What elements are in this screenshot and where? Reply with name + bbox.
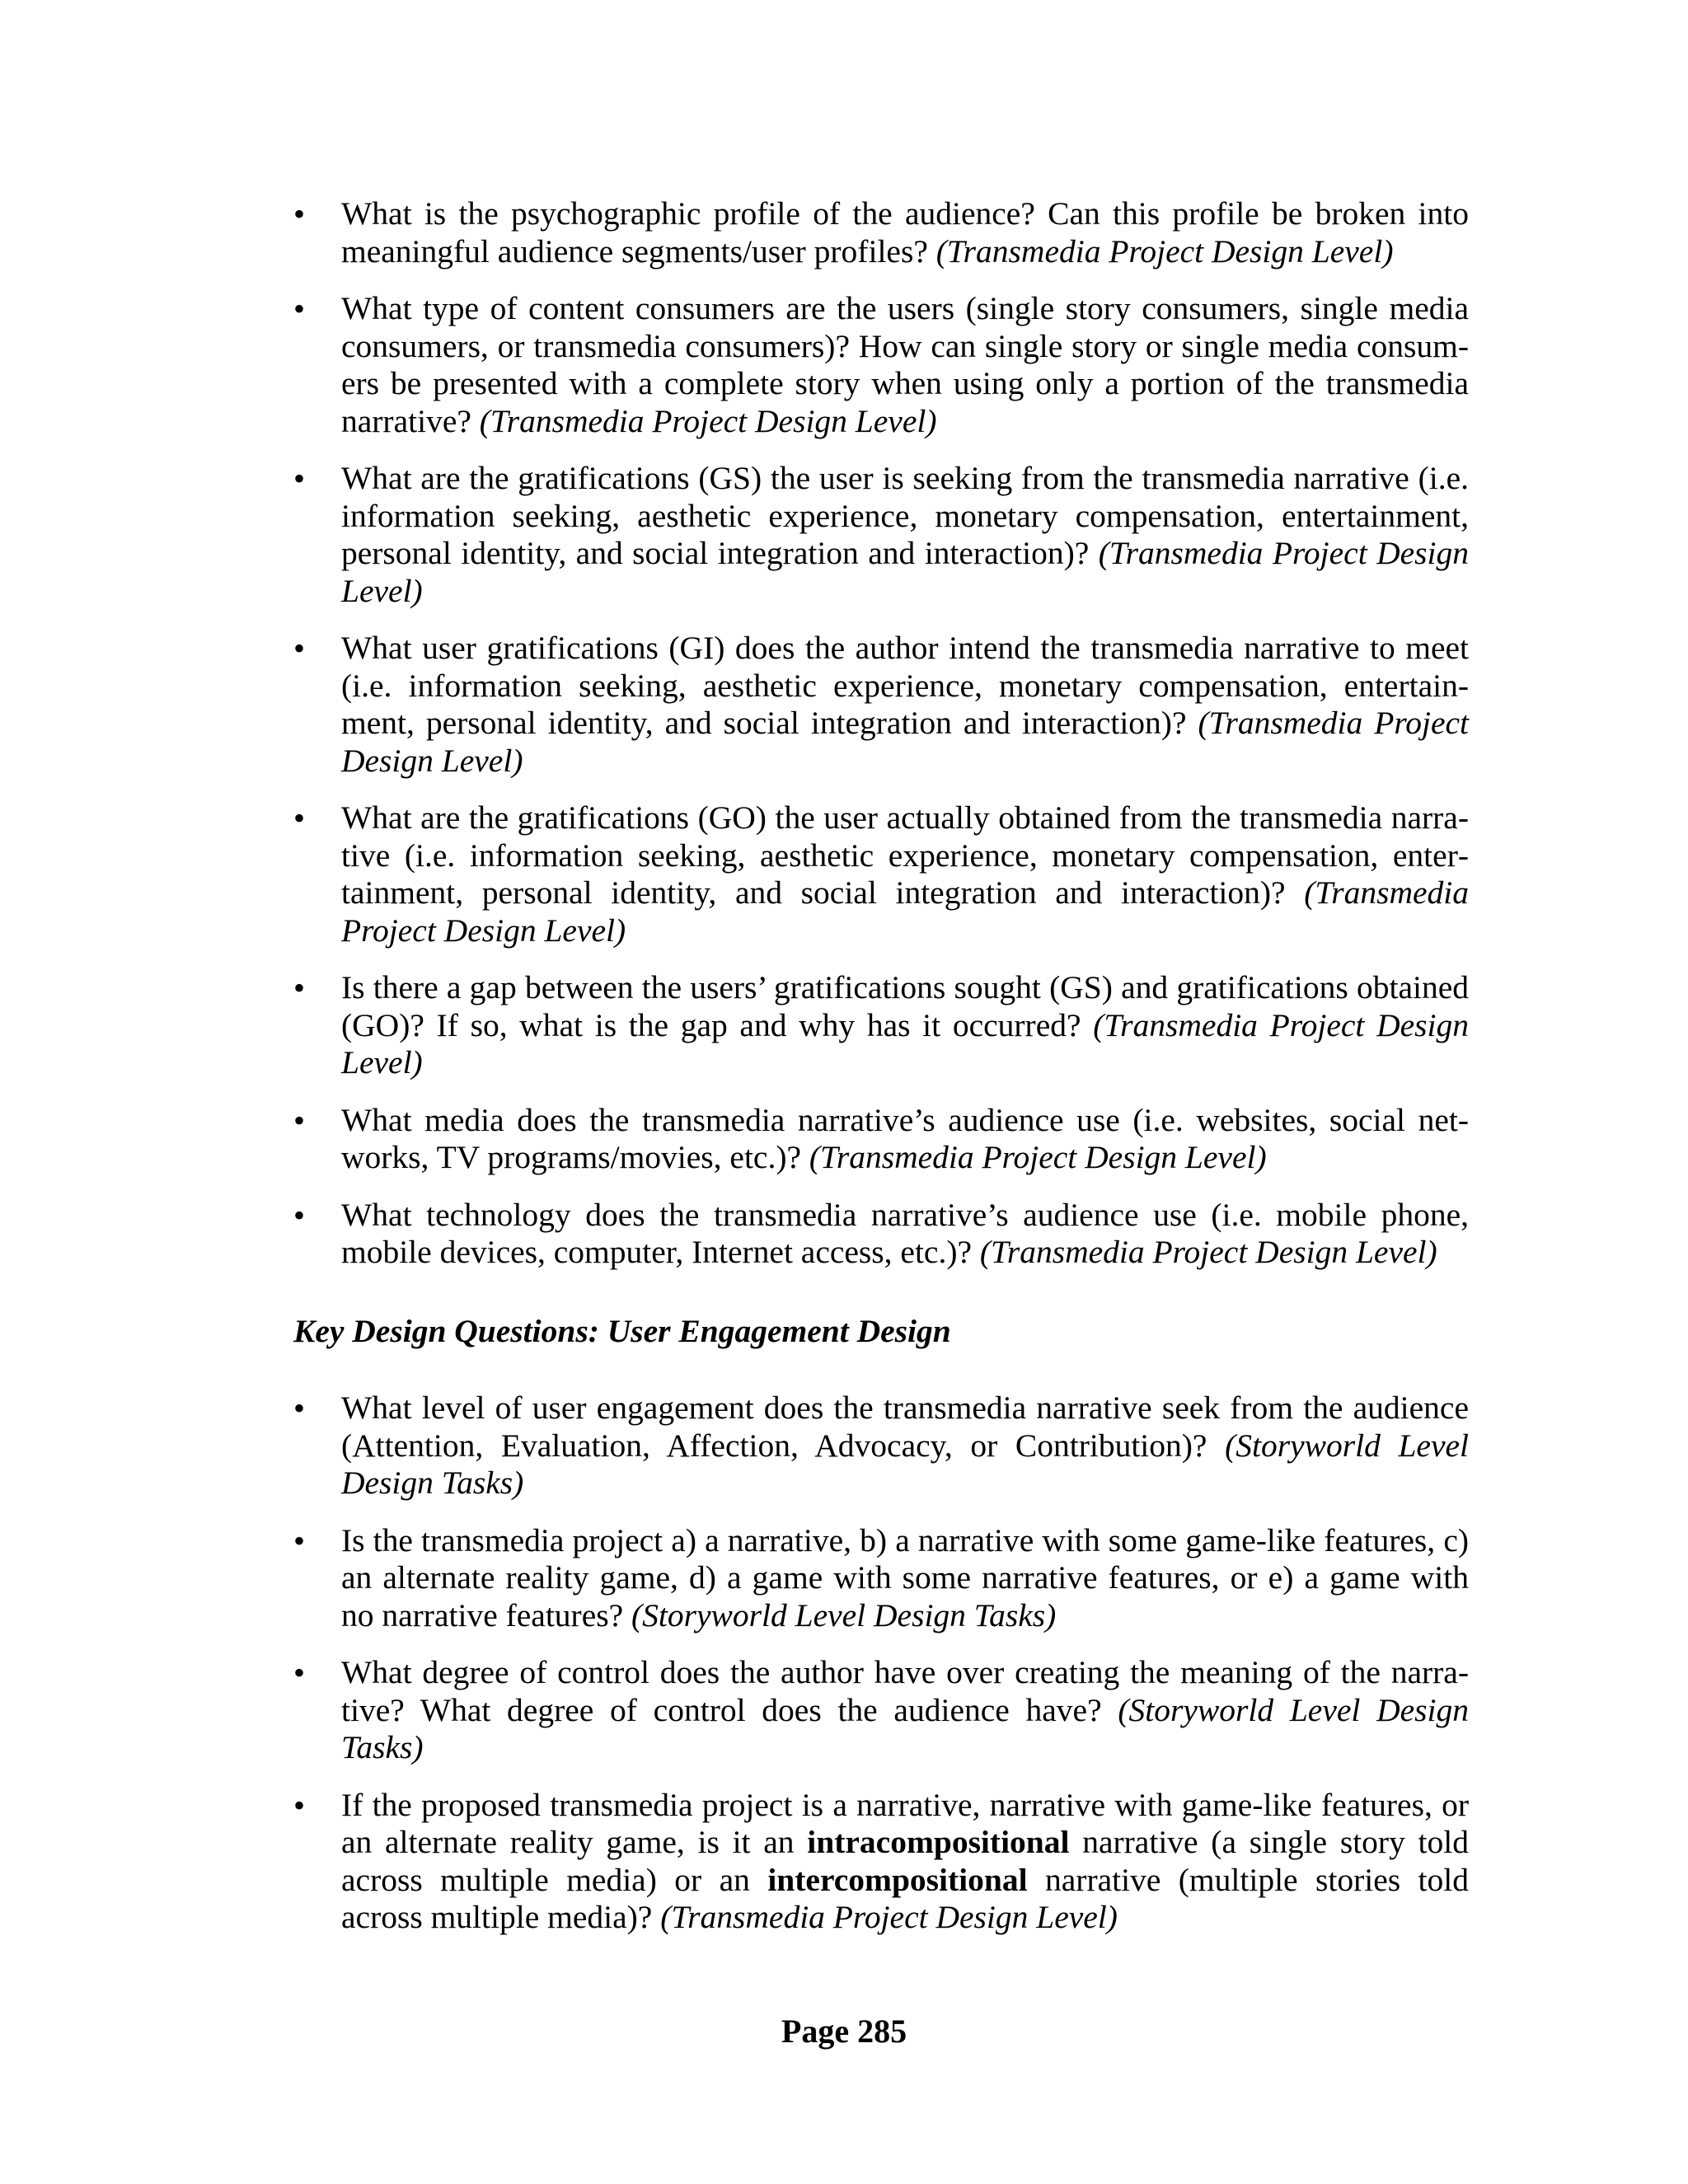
list-item (293, 1787, 1469, 1937)
bullet-icon: • (293, 1786, 306, 1824)
design-level-label: (Transmedia Project Design Level) (660, 1899, 1118, 1935)
bullet-icon: • (293, 1390, 306, 1427)
bullet-icon: • (293, 460, 306, 497)
bullet-icon: • (293, 969, 306, 1006)
design-level-label: (Transmedia Project Design Level) (341, 1006, 1469, 1080)
gratifications-question-list (293, 195, 1469, 1291)
term-intercompositional: intercompositional (767, 1861, 1028, 1898)
list-item (293, 1197, 1469, 1272)
bullet-icon: • (293, 195, 306, 232)
list-item (293, 195, 1469, 270)
list-item (293, 1522, 1469, 1635)
bullet-icon: • (293, 1196, 306, 1234)
question-text: What media does the transmedia narrative’s audience use (i.e. websites, social networks, TV programs/movies, etc.)? (341, 1101, 1469, 1175)
question-text: narrative (multiple stories told across multiple media)? (341, 1861, 1469, 1935)
design-level-label: (Transmedia Project Design Level) (341, 535, 1469, 609)
design-level-label: (Transmedia Project Design Level) (979, 1234, 1437, 1270)
engagement-question-list (293, 1390, 1469, 1957)
question-text: What are the gratifications (GS) the user is seeking from the transmedia narrative (i.e. information seeking, aesthetic experience, monetary compensation, entertainment, personal identity, and social integration and interaction)? (341, 460, 1469, 571)
design-level-label: (Storyworld Level Design Tasks) (631, 1596, 1057, 1633)
list-item (293, 1102, 1469, 1177)
design-level-label: (Transmedia Project Design Level) (341, 874, 1469, 949)
question-text: Is the transmedia project a) a narrative, b) a narrative with some game-like features, c) an alternate reality game, d) a game with some narrative features, or e) a game with no narrative features? (341, 1521, 1469, 1633)
list-item (293, 799, 1469, 949)
question-text: narrative (a single story told across multiple media) or an (341, 1824, 1470, 1898)
design-level-label: (Transmedia Project Design Level) (935, 232, 1394, 269)
question-text: What is the psychographic profile of the audience? Can this profile be broken into meaningful audience segments/user profiles? (341, 195, 1469, 269)
bullet-icon: • (293, 630, 306, 667)
question-text: What level of user engagement does the transmedia narrative seek from the audience (Attention, Evaluation, Affection, Advocacy, or Contribution)? (341, 1390, 1469, 1464)
question-text: What technology does the transmedia narrative’s audience use (i.e. mobile phone, mobile devices, computer, Internet access, etc.)? (341, 1196, 1469, 1270)
list-item (293, 1654, 1469, 1767)
question-text: What are the gratifications (GO) the user actually obtained from the transmedia narrative (i.e. information seeking, aesthetic experience, monetary compensation, entertainment, personal identity, and social integration and interaction)? (341, 799, 1469, 911)
design-level-label: (Transmedia Project Design Level) (479, 402, 937, 439)
bullet-icon: • (293, 1521, 306, 1559)
list-item (293, 969, 1469, 1082)
design-level-label: (Storyworld Level Design Tasks) (341, 1691, 1469, 1765)
bullet-icon: • (293, 799, 306, 837)
question-text: Is there a gap between the users’ gratifications sought (GS) and gratifications obtained (GO)? If so, what is the gap and why has it occurred? (341, 969, 1469, 1043)
question-text: What user gratifications (GI) does the author intend the transmedia narrative to meet (i.e. information seeking, aesthetic experience, monetary compensation, entertainment, personal identity, and social integration and interaction)? (341, 630, 1469, 741)
question-text: If the proposed transmedia project is a narrative, narrative with game-like features, or an alternate reality game, is it an (341, 1786, 1469, 1860)
list-item (293, 290, 1469, 440)
bullet-icon: • (293, 1654, 306, 1691)
question-text: What degree of control does the author have over creating the meaning of the narrative? What degree of control does the audience have? (341, 1654, 1469, 1728)
list-item (293, 630, 1469, 780)
list-item (293, 1390, 1469, 1502)
design-level-label: (Storyworld Level Design Tasks) (341, 1427, 1470, 1501)
list-item (293, 460, 1469, 610)
section-heading: Key Design Questions: User Engagement Design (293, 1313, 951, 1349)
page-number: Page 285 (781, 2013, 907, 2050)
bullet-icon: • (293, 1101, 306, 1139)
design-level-label: (Transmedia Project Design Level) (341, 705, 1470, 779)
question-text: What type of content consumers are the users (single story consumers, single media consumers, or transmedia consumers)? How can single story or single media consumers be presented with a complete story when using only a portion of the transmedia narrative? (341, 290, 1469, 439)
term-intracompositional: intracompositional (807, 1824, 1070, 1860)
bullet-icon: • (293, 290, 306, 327)
design-level-label: (Transmedia Project Design Level) (809, 1139, 1267, 1175)
